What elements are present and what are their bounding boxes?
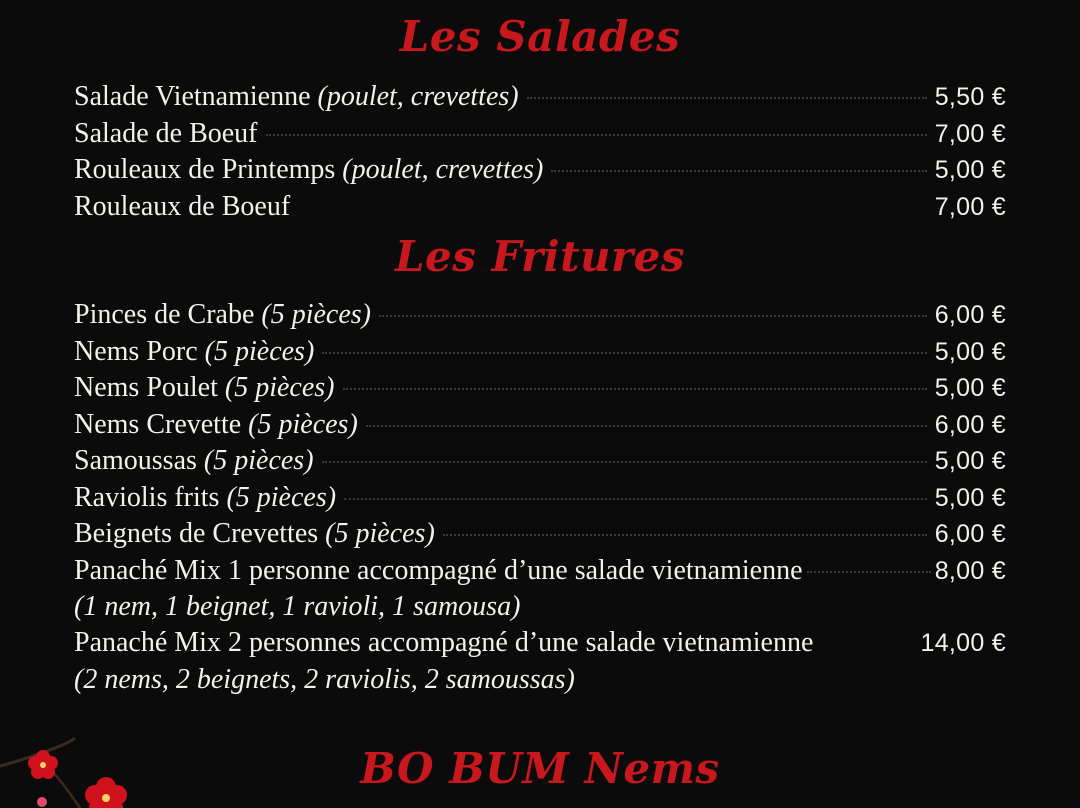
item-price: 7,00 € [934, 192, 1006, 221]
menu-item [74, 407, 1006, 444]
dot-leader [344, 498, 927, 500]
item-name: Nems Porc [74, 335, 198, 367]
menu-item [74, 443, 1006, 480]
item-name: Nems Crevette [74, 408, 242, 440]
section-title-fritures: Les Fritures [394, 232, 686, 281]
item-name: Salade de Boeuf [74, 117, 258, 149]
item-detail: (5 pièces) [248, 408, 358, 440]
item-detail: (5 pièces) [261, 299, 371, 330]
item-price: 7,00 € [934, 119, 1006, 148]
item-price: 5,50 € [934, 83, 1006, 111]
dot-leader [527, 97, 927, 99]
dot-leader [322, 352, 926, 354]
dot-leader [551, 170, 926, 172]
menu-item [74, 152, 1006, 189]
item-price: 6,00 € [934, 410, 1006, 439]
item-price: 8,00 € [934, 556, 1006, 585]
menu-item-panache-2 [74, 625, 1006, 662]
cherry-blossom-icon [0, 718, 150, 808]
item-price: 5,00 € [934, 447, 1006, 475]
dot-leader [322, 461, 927, 463]
item-price: 5,00 € [934, 483, 1006, 512]
item-name: Rouleaux de Boeuf [74, 190, 291, 222]
item-name: Raviolis frits [74, 481, 220, 513]
item-price: 6,00 € [934, 301, 1006, 329]
dot-leader [266, 134, 927, 136]
item-name: Panaché Mix 1 personne accompagné d’une salade vietnamienne [74, 554, 803, 586]
fritures-list [74, 297, 1006, 698]
dot-leader [343, 388, 927, 390]
salades-list [74, 79, 1006, 225]
item-detail: (5 pièces) [226, 481, 337, 513]
item-detail: (5 pièces) [204, 335, 315, 367]
dot-leader [379, 315, 927, 317]
item-price: 6,00 € [934, 520, 1006, 548]
item-subline: (1 nem, 1 beignet, 1 ravioli, 1 samousa) [74, 591, 521, 622]
item-detail: (5 pièces) [224, 372, 335, 403]
item-detail: (poulet, crevettes) [317, 81, 519, 112]
menu-item [74, 297, 1006, 334]
item-detail: (poulet, crevettes) [342, 154, 544, 185]
section-title-salades: Les Salades [399, 12, 681, 61]
item-detail: (5 pièces) [325, 518, 435, 549]
item-detail: (5 pièces) [203, 445, 314, 476]
item-name: Pinces de Crabe [74, 299, 255, 330]
item-price: 5,00 € [934, 374, 1006, 402]
menu-item [74, 370, 1006, 407]
menu-item-panache-1 [74, 553, 1006, 590]
menu-item [74, 189, 1006, 226]
item-subline: (2 nems, 2 beignets, 2 raviolis, 2 samoussas) [74, 663, 575, 695]
menu-item [74, 79, 1006, 116]
dot-leader [807, 571, 931, 573]
item-name: Rouleaux de Printemps [74, 154, 336, 185]
item-name: Salade Vietnamienne [74, 81, 311, 112]
menu-item [74, 480, 1006, 517]
item-price: 5,00 € [934, 337, 1006, 366]
item-price: 14,00 € [920, 629, 1006, 657]
dot-leader [366, 425, 927, 427]
menu-item [74, 116, 1006, 153]
section-title-bobun: BO BUM Nems [360, 744, 720, 793]
item-name: Panaché Mix 2 personnes accompagné d’une salade vietnamienne [74, 627, 814, 658]
item-name: Samoussas [74, 445, 197, 476]
dot-leader [443, 534, 927, 536]
item-name: Nems Poulet [74, 372, 218, 403]
menu-item [74, 334, 1006, 371]
item-name: Beignets de Crevettes [74, 518, 319, 549]
menu-item [74, 516, 1006, 553]
item-price: 5,00 € [934, 156, 1006, 184]
